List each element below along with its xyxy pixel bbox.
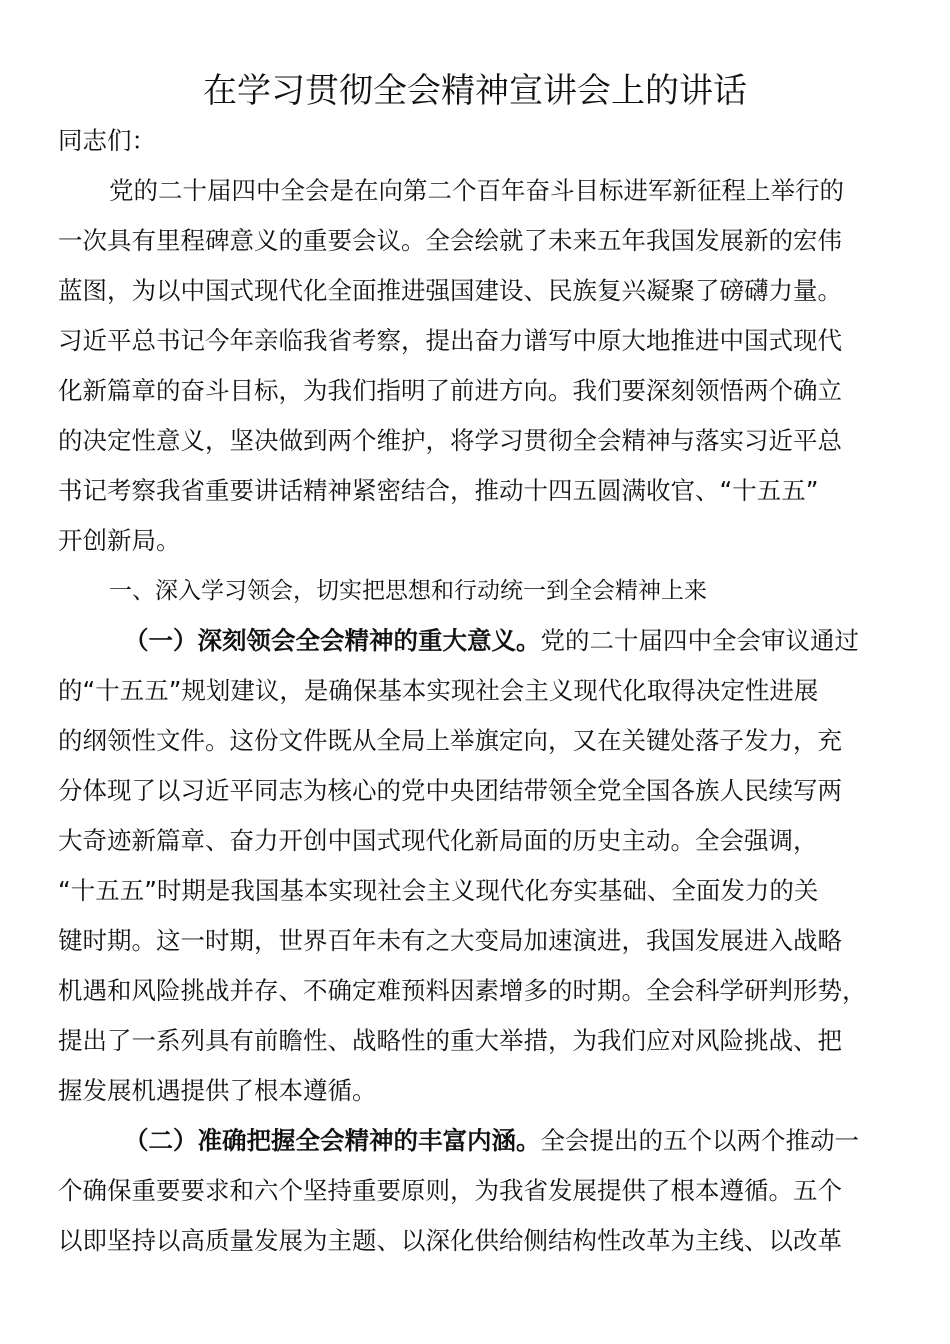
paragraph-line: 化新篇章的奋斗目标，为我们指明了前进方向。我们要深刻领悟两个确立	[58, 376, 842, 405]
subsection-1-paragraph	[58, 616, 898, 1116]
paragraph-line: 书记考察我省重要讲话精神紧密结合，推动十四五圆满收官、“十五五”	[58, 476, 819, 505]
section-heading-1: 一、深入学习领会，切实把思想和行动统一到全会精神上来	[109, 578, 707, 604]
paragraph-line: 以即坚持以高质量发展为主题、以深化供给侧结构性改革为主线、以改革	[58, 1226, 842, 1255]
paragraph-line: 机遇和风险挑战并存、不确定难预料因素增多的时期。全会科学研判形势，	[58, 976, 867, 1005]
paragraph-line: 大奇迹新篇章、奋力开创中国式现代化新局面的历史主动。全会强调，	[58, 826, 818, 855]
paragraph-line: 蓝图，为以中国式现代化全面推进强国建设、民族复兴凝聚了磅礴力量。	[58, 276, 842, 305]
paragraph-line: 键时期。这一时期，世界百年未有之大变局加速演进，我国发展进入战略	[58, 926, 842, 955]
paragraph-text: 全会提出的五个以两个推动一	[540, 1126, 859, 1155]
paragraph-line: 提出了一系列具有前瞻性、战略性的重大举措，为我们应对风险挑战、把	[58, 1026, 842, 1055]
intro-paragraph	[58, 166, 898, 566]
paragraph-line: “十五五”时期是我国基本实现社会主义现代化夯实基础、全面发力的关	[58, 876, 819, 905]
paragraph-line: 党的二十届四中全会是在向第二个百年奋斗目标进军新征程上举行的	[109, 176, 844, 205]
paragraph-line: 个确保重要要求和六个坚持重要原则，为我省发展提供了根本遵循。五个	[58, 1176, 842, 1205]
paragraph-line: 握发展机遇提供了根本遵循。	[58, 1076, 377, 1105]
paragraph-line: 的纲领性文件。这份文件既从全局上举旗定向，又在关键处落子发力，充	[58, 726, 842, 755]
paragraph-line: 的“十五五”规划建议，是确保基本实现社会主义现代化取得决定性进展	[58, 676, 819, 705]
paragraph-line: 习近平总书记今年亲临我省考察，提出奋力谱写中原大地推进中国式现代	[58, 326, 842, 355]
paragraph-line: 分体现了以习近平同志为核心的党中央团结带领全党全国各族人民续写两	[58, 776, 842, 805]
document-body	[58, 116, 898, 1266]
subsection-2-title: （二）准确把握全会精神的丰富内涵。	[124, 1126, 541, 1155]
subsection-1-title: （一）深刻领会全会精神的重大意义。	[124, 626, 541, 655]
salutation: 同志们：	[58, 126, 156, 155]
paragraph-line: 的决定性意义，坚决做到两个维护，将学习贯彻全会精神与落实习近平总	[58, 426, 842, 455]
document-title: 在学习贯彻全会精神宣讲会上的讲话	[203, 71, 747, 111]
paragraph-line	[58, 1116, 898, 1166]
paragraph-text: 党的二十届四中全会审议通过	[540, 626, 859, 655]
paragraph-line	[58, 616, 898, 666]
subsection-2-paragraph	[58, 1116, 898, 1266]
paragraph-line: 开创新局。	[58, 526, 181, 555]
paragraph-line: 一次具有里程碑意义的重要会议。全会绘就了未来五年我国发展新的宏伟	[58, 226, 842, 255]
